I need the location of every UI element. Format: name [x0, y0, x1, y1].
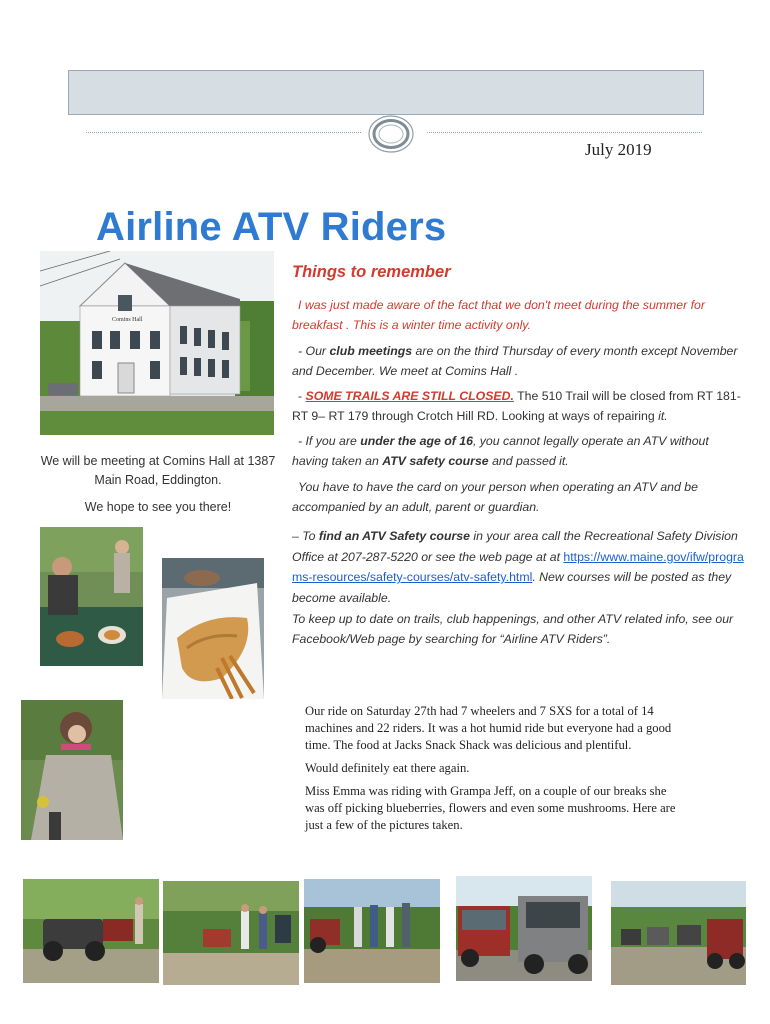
header-banner	[68, 70, 704, 115]
age-course-bold: ATV safety course	[382, 453, 489, 468]
things-para-meetings	[292, 342, 748, 381]
ride-para-emma: Miss Emma was riding with Grampa Jeff, on a couple of our breaks she was off picking blueberries, flowers and even some mushrooms. Here are just a few of the pictures taken.	[305, 784, 676, 832]
fish-and-chips-photo	[162, 558, 264, 699]
ride-photo-3	[304, 879, 440, 983]
ride-para-eat-again: Would definitely eat there again.	[305, 761, 470, 775]
riders-eating-photo	[40, 527, 143, 666]
age-bold: under the age of 16	[360, 434, 473, 448]
meetings-rest: are on the third Thursday of every month except November and December. We meet at Comins Hall .	[292, 344, 738, 378]
safety-end: . New courses will be posted as they become available.	[292, 570, 732, 605]
trails-closed-alert: SOME TRAILS ARE STILL CLOSED.	[305, 389, 514, 403]
emma-photo	[21, 700, 123, 840]
meeting-caption	[24, 452, 292, 517]
ride-para-summary: Our ride on Saturday 27th had 7 wheelers and 7 SXS for a total of 14 machines and 22 riders. It was a hot humid ride but everyone had a good time. The food at Jacks Snack Shack was delicious and plentiful.	[305, 704, 672, 752]
atv-safety-link[interactable]: https://www.maine.gov/ifw/programs-resources/safety-courses/atv-safety.html	[292, 549, 744, 584]
ride-photo-2	[163, 881, 299, 985]
things-para-card: You have to have the card on your person when operating an ATV and be accompanied by an adult, parent or guardian.	[292, 480, 698, 514]
ride-photo-5	[611, 881, 746, 985]
meeting-caption-line3: We hope to see you there!	[84, 500, 232, 514]
things-para-trails	[292, 387, 748, 426]
ride-photo-4	[456, 876, 592, 981]
hall-sign-text: Comins Hall	[112, 317, 143, 323]
things-heading: Things to remember	[292, 263, 451, 281]
comins-hall-photo	[40, 251, 274, 435]
meetings-prefix: - Our	[298, 344, 327, 358]
trails-rest: The 510 Trail will be closed from RT 181-RT 9– RT 179 through Crotch Hill RD. Looking at ways of repairing	[292, 389, 741, 423]
trails-prefix: -	[298, 389, 303, 403]
ride-report	[305, 703, 677, 834]
things-para-safety-course	[292, 526, 748, 608]
things-para-breakfast: I was just made aware of the fact that we don't meet during the summer for breakfast . This is a winter time activity only.	[292, 298, 705, 332]
meeting-caption-line1: We will be meeting at Comins Hall at 1387	[40, 454, 276, 468]
age-prefix: - If you are	[298, 434, 357, 448]
meeting-caption-line2: Main Road, Eddington.	[94, 473, 222, 487]
newsletter-date: July 2019	[585, 140, 652, 159]
ride-photo-1	[23, 879, 159, 983]
safety-prefix: – To	[292, 529, 316, 543]
header-medallion-icon	[367, 114, 415, 154]
age-end: and passed it.	[492, 453, 569, 468]
meetings-bold: club meetings	[329, 344, 413, 358]
header-divider-left	[86, 132, 361, 133]
safety-bold: find an ATV Safety course	[318, 529, 470, 543]
things-para-facebook: To keep up to date on trails, club happenings, and other ATV related info, see our Facebook/Web page by searching for “Airline ATV Riders”.	[292, 612, 734, 646]
newsletter-title: Airline ATV Riders	[96, 205, 447, 249]
header-divider-right	[427, 132, 702, 133]
trails-end: it.	[658, 408, 668, 423]
things-para-age	[292, 432, 748, 471]
safety-mid: in your area call the Recreational Safety Division Office at 207-287-5220 or see the web page at at	[292, 529, 738, 564]
age-mid: , you cannot legally operate an ATV without having taken an	[292, 434, 709, 468]
